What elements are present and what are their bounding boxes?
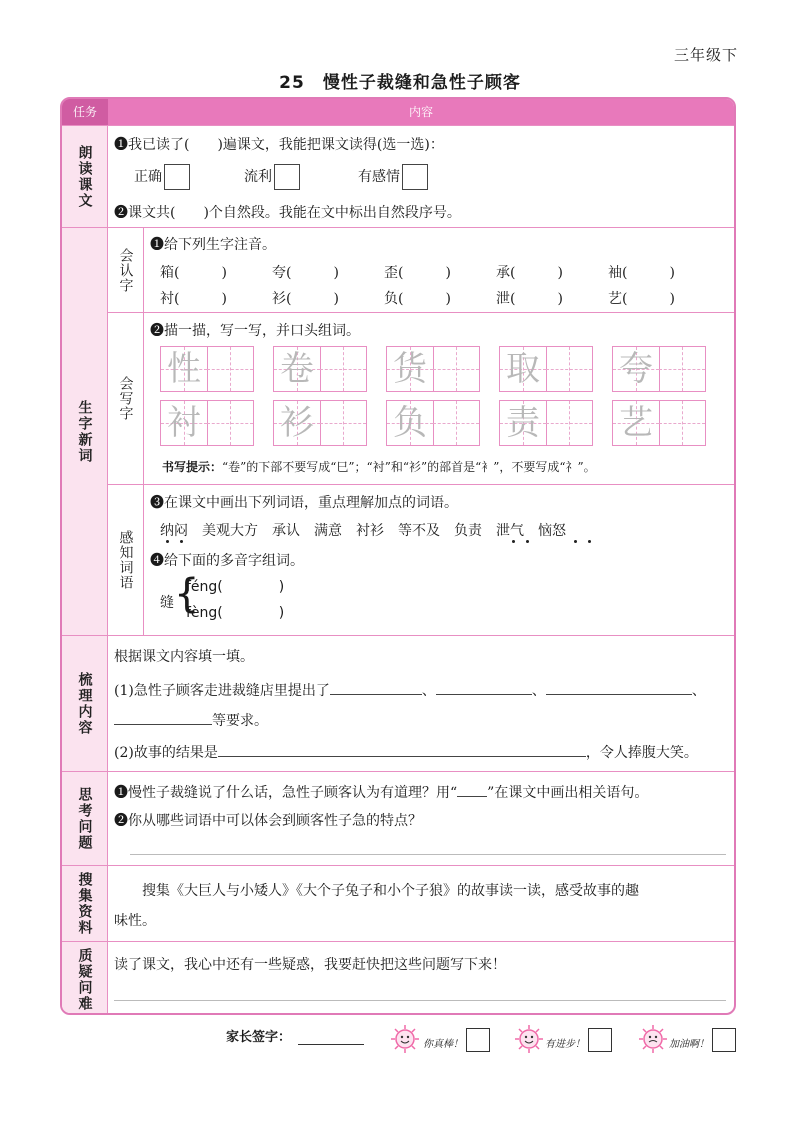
section-label: 思考问题 (62, 772, 108, 865)
write-cell[interactable] (659, 401, 705, 445)
polyphone-char: 缝 (160, 595, 174, 611)
section-label: 朗读课文 (62, 126, 108, 227)
question-text: 读了课文，我心中还有一些疑惑，我要赶快把这些问题写下来！ (114, 957, 506, 973)
write-cell[interactable] (659, 347, 705, 391)
trace-character: 责 (506, 403, 540, 443)
checkbox-correct[interactable] (164, 164, 190, 190)
sort-question-1-cont: 等要求。 (114, 710, 268, 730)
recognize-question: ❶给下列生字注音。 (150, 237, 276, 253)
writing-grid[interactable] (499, 400, 593, 446)
emphasis-dot (166, 540, 169, 543)
write-cell[interactable] (320, 401, 366, 445)
trace-character: 夸 (619, 349, 653, 389)
sort-question-2: (2)故事的结果是 ，令人捧腹大笑。 (114, 745, 698, 761)
sun-icon (636, 1024, 670, 1058)
trace-character: 衬 (167, 403, 201, 443)
section-question (62, 941, 734, 1015)
trace-character: 负 (393, 403, 427, 443)
blank[interactable] (330, 694, 422, 695)
option-emotion[interactable]: 有感情 (358, 164, 428, 190)
emphasis-dot (512, 540, 515, 543)
header-task: 任务 (62, 99, 108, 125)
emphasis-dot (180, 540, 183, 543)
trace-cell[interactable] (500, 401, 547, 445)
blank[interactable] (114, 724, 212, 725)
writing-grid[interactable] (499, 346, 593, 392)
sort-intro: 根据课文内容填一填。 (114, 649, 254, 665)
write-cell[interactable] (207, 401, 253, 445)
trace-cell[interactable] (274, 347, 321, 391)
section-label: 质疑问难 (62, 942, 108, 1015)
think-question-1: ❶慢性子裁缝说了什么话，急性子顾客认为有道理？用“ ”在课文中画出相关语句。 (114, 785, 649, 801)
words-question: ❸在课文中画出下列词语，重点理解加点的词语。 (150, 495, 458, 511)
checkbox-great[interactable] (466, 1028, 490, 1052)
polyphone-feng2[interactable]: féng( ) (186, 579, 285, 595)
parent-sign-line[interactable] (298, 1044, 364, 1045)
sublabel-recognize: 会认字 (108, 228, 144, 312)
section-label: 搜集资料 (62, 866, 108, 941)
trace-cell[interactable] (161, 347, 208, 391)
polyphone-question: ❹给下面的多音字组词。 (150, 553, 304, 569)
trace-character: 卷 (280, 349, 314, 389)
writing-grid[interactable] (612, 400, 706, 446)
answer-line[interactable] (114, 1000, 726, 1001)
checkbox-emotion[interactable] (402, 164, 428, 190)
checkbox-fluent[interactable] (274, 164, 300, 190)
badge-great: 你真棒！ (423, 1039, 463, 1050)
trace-character: 艺 (619, 403, 653, 443)
sublabel-write: 会写字 (108, 312, 144, 484)
emphasis-dot (526, 540, 529, 543)
think-question-2: ❷你从哪些词语中可以体会到顾客性子急的特点？ (114, 813, 422, 829)
trace-cell[interactable] (613, 347, 660, 391)
word-list: 纳闷 美观大方 承认 满意 衬衫 等不及 负责 泄气 恼怒 (160, 523, 566, 539)
sun-icon (512, 1024, 546, 1058)
trace-cell[interactable] (613, 401, 660, 445)
write-cell[interactable] (207, 347, 253, 391)
write-cell[interactable] (546, 347, 592, 391)
writing-tip: 书写提示：“卷”的下部不要写成“巳”；“衬”和“衫”的部首是“衤”，不要写成“礻”。 (162, 460, 596, 474)
option-correct[interactable]: 正确 (134, 164, 190, 190)
trace-cell[interactable] (500, 347, 547, 391)
writing-grid[interactable] (386, 346, 480, 392)
write-cell[interactable] (433, 401, 479, 445)
collect-text-2: 味性。 (114, 913, 156, 929)
header-content: 内容 (408, 105, 433, 119)
section-think (62, 771, 734, 865)
option-fluent[interactable]: 流利 (244, 164, 300, 190)
sun-icon (388, 1024, 422, 1058)
sort-question-1: (1)急性子顾客走进裁缝店里提出了 、 、 、 (114, 683, 706, 699)
blank[interactable] (546, 694, 692, 695)
writing-grid[interactable] (160, 346, 254, 392)
trace-cell[interactable] (274, 401, 321, 445)
writing-grid[interactable] (273, 346, 367, 392)
section-collect (62, 865, 734, 941)
pinyin-row-1[interactable]: 箱( ) 夸( ) 歪( ) 承( ) 袖( ) (160, 265, 675, 281)
section-label: 梳理内容 (62, 636, 108, 771)
emphasis-dot (588, 540, 591, 543)
write-question: ❷描一描，写一写，并口头组词。 (150, 323, 360, 339)
trace-character: 取 (506, 349, 540, 389)
read-question-1: ❶我已读了( )遍课文，我能把课文读得(选一选)： (114, 137, 444, 153)
worksheet-table (60, 97, 736, 1015)
underline-symbol (457, 796, 487, 797)
section-chars (62, 227, 734, 635)
write-cell[interactable] (433, 347, 479, 391)
collect-text-1: 搜集《大巨人与小矮人》《大个子兔子和小个子狼》的故事读一读，感受故事的趣 (142, 883, 639, 899)
brace: { (174, 571, 200, 617)
emphasis-dot (574, 540, 577, 543)
read-question-2: ❷课文共( )个自然段。我能在文中标出自然段序号。 (114, 205, 461, 221)
grade-label: 三年级下 (673, 46, 738, 64)
blank[interactable] (436, 694, 532, 695)
writing-grid[interactable] (612, 346, 706, 392)
table-header (62, 99, 734, 125)
blank[interactable] (218, 756, 586, 757)
write-cell[interactable] (320, 347, 366, 391)
answer-line[interactable] (130, 854, 726, 855)
badge-progress: 有进步！ (545, 1039, 585, 1050)
badge-keep-going: 加油啊！ (669, 1039, 709, 1050)
trace-cell[interactable] (387, 401, 434, 445)
trace-character: 性 (167, 349, 201, 389)
trace-cell[interactable] (387, 347, 434, 391)
checkbox-keep-going[interactable] (712, 1028, 736, 1052)
section-label: 生字新词 (62, 228, 108, 635)
writing-grid[interactable] (160, 400, 254, 446)
parent-sign-label: 家长签字： (226, 1030, 292, 1045)
writing-grid[interactable] (386, 400, 480, 446)
trace-character: 衫 (280, 403, 314, 443)
trace-cell[interactable] (161, 401, 208, 445)
polyphone-feng4[interactable]: fèng( ) (186, 605, 285, 621)
write-cell[interactable] (546, 401, 592, 445)
section-read (62, 125, 734, 227)
writing-grid[interactable] (273, 400, 367, 446)
sublabel-words: 感知词语 (108, 484, 144, 636)
trace-character: 货 (393, 349, 427, 389)
pinyin-row-2[interactable]: 衬( ) 衫( ) 负( ) 泄( ) 艺( ) (160, 291, 675, 307)
section-sort (62, 635, 734, 771)
checkbox-progress[interactable] (588, 1028, 612, 1052)
lesson-title: 25 慢性子裁缝和急性子顾客 (279, 73, 521, 93)
